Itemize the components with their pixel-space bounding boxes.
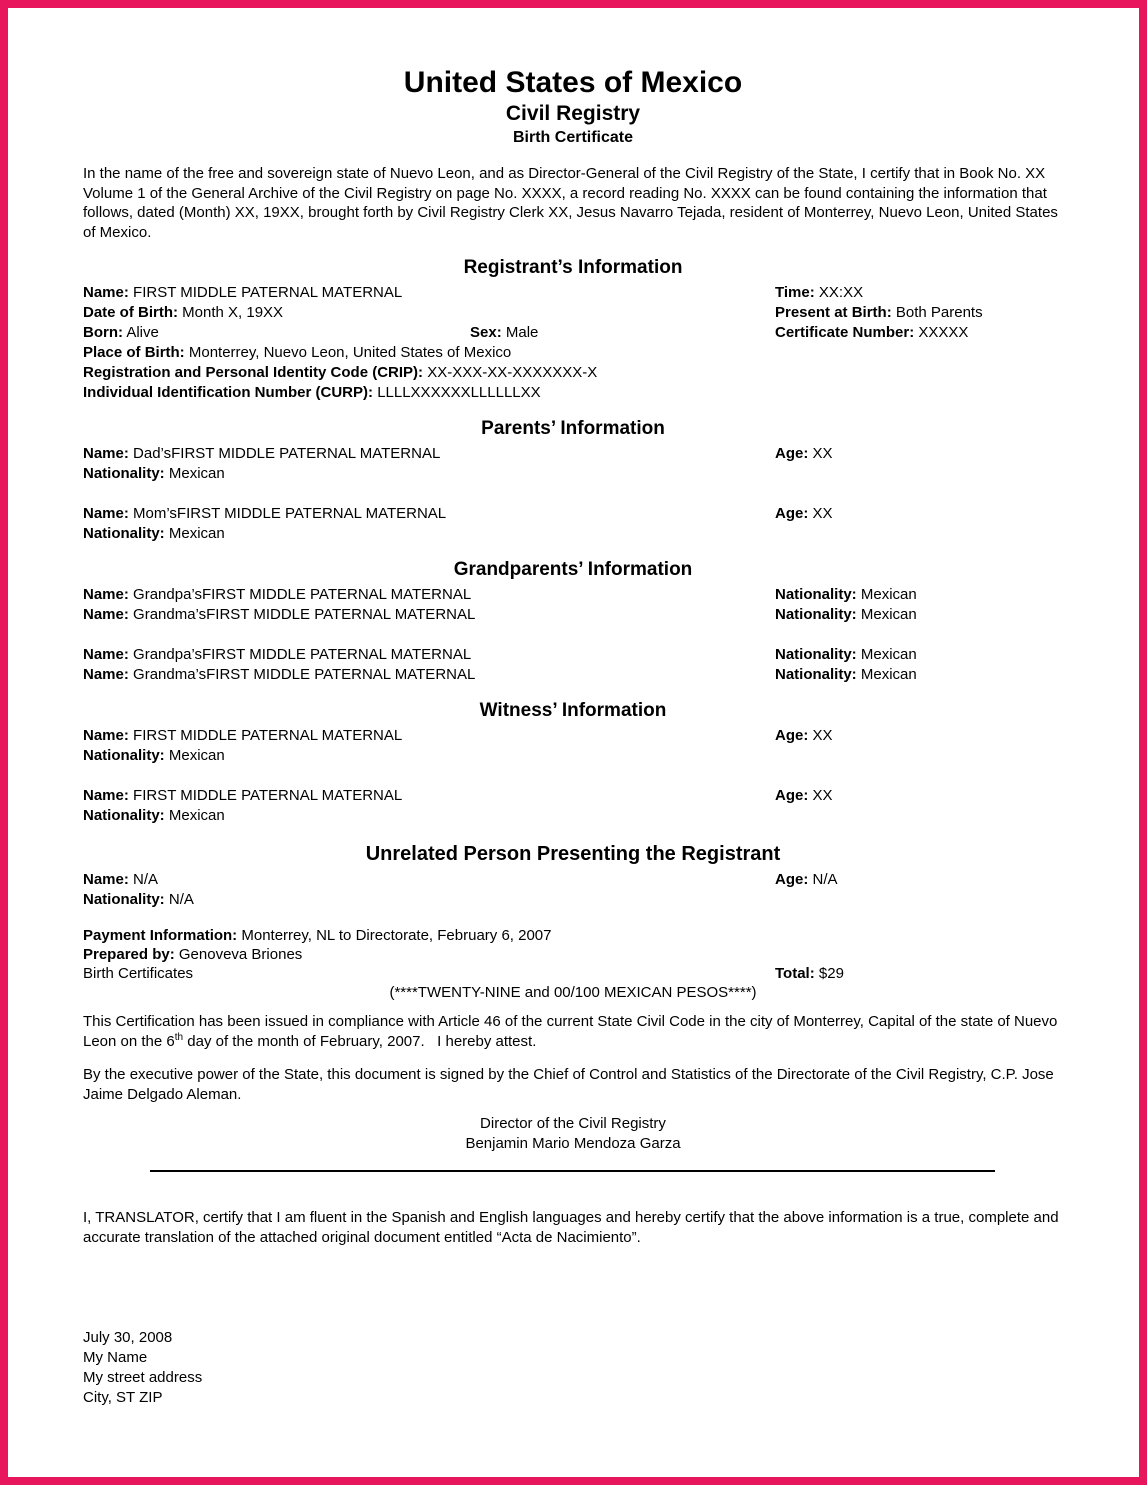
name-label: Name:	[83, 284, 129, 301]
registrant-certificate-field	[775, 323, 968, 343]
document-type-heading: Birth Certificate	[512, 129, 634, 146]
grandparent-nationality-field	[775, 645, 917, 665]
registrant-present-value: Both Parents	[895, 304, 983, 321]
age-label: Age:	[775, 505, 809, 522]
witness-name-row	[83, 786, 1063, 806]
father-nationality-row	[83, 464, 1063, 484]
grandparent-nationality-value: Mexican	[860, 586, 917, 603]
name-label: Name:	[83, 646, 129, 663]
registrant-time-value: XX:XX	[818, 284, 864, 301]
footer-city-state-zip: City, ST ZIP	[83, 1389, 163, 1406]
payment-info-value: Monterrey, NL to Directorate, February 6, 2007	[241, 927, 552, 944]
grandparent-row	[83, 605, 1063, 625]
director-title: Director of the Civil Registry	[480, 1115, 666, 1132]
registrant-name-value: FIRST MIDDLE PATERNAL MATERNAL	[133, 284, 403, 301]
registrant-dob-row	[83, 303, 1063, 323]
witness-name-value: FIRST MIDDLE PATERNAL MATERNAL	[133, 727, 403, 744]
registrant-crip-value: XX-XXX-XX-XXXXXXX-X	[427, 364, 598, 381]
prepared-by-value: Genoveva Briones	[178, 946, 303, 963]
total-label: Total:	[775, 965, 815, 982]
witness-name-row	[83, 726, 1063, 746]
grandparent-nationality-field	[775, 665, 917, 685]
footer-address: My street address	[83, 1369, 203, 1386]
registrant-curp-row	[83, 383, 1063, 403]
present-at-birth-label: Present at Birth:	[775, 304, 892, 321]
payment-total-field	[775, 964, 844, 983]
document-title: United States of Mexico	[403, 66, 743, 99]
grandparent-row	[83, 665, 1063, 685]
compliance-text-before: This Certification has been issued in compliance with Article 46 of the current State Civil Code in the city of Monterrey, Capital of the state of Nuevo Leon on the 6	[83, 1013, 1062, 1050]
ordinal-superscript: th	[174, 1031, 184, 1043]
registrant-born-row	[83, 323, 1063, 343]
grandparent-name-value: Grandpa’sFIRST MIDDLE PATERNAL MATERNAL	[133, 646, 472, 663]
witness-age-value: XX	[812, 787, 833, 804]
registrant-crip-row	[83, 363, 1063, 383]
signature-line	[150, 1170, 995, 1172]
mother-name-value: Mom’sFIRST MIDDLE PATERNAL MATERNAL	[133, 505, 447, 522]
certificate-number-label: Certificate Number:	[775, 324, 915, 341]
parents-section	[83, 444, 1063, 544]
place-of-birth-label: Place of Birth:	[83, 344, 185, 361]
unrelated-nationality-value: N/A	[168, 891, 194, 908]
sex-label: Sex:	[470, 324, 502, 341]
grandparent-row	[83, 585, 1063, 605]
grandparent-nationality-value: Mexican	[860, 646, 917, 663]
compliance-text-after: day of the month of February, 2007. I hereby attest.	[183, 1032, 537, 1050]
registrant-born-value: Alive	[126, 324, 159, 341]
born-label: Born:	[83, 324, 123, 341]
footer-date: July 30, 2008	[83, 1329, 173, 1346]
grandparent-row	[83, 645, 1063, 665]
registrant-section	[83, 283, 1063, 403]
mother-age-field	[775, 504, 833, 524]
prepared-by-row	[83, 945, 1063, 964]
unrelated-name-row	[83, 870, 1063, 890]
name-label: Name:	[83, 586, 129, 603]
name-label: Name:	[83, 871, 129, 888]
grandparent-nationality-field	[775, 605, 917, 625]
spacer	[83, 484, 1063, 504]
payment-information-label: Payment Information:	[83, 927, 238, 944]
father-name-value: Dad’sFIRST MIDDLE PATERNAL MATERNAL	[133, 445, 441, 462]
witness-age-field	[775, 726, 833, 746]
curp-label: Individual Identification Number (CURP):	[83, 384, 374, 401]
footer-block	[83, 1328, 1063, 1408]
nationality-label: Nationality:	[775, 666, 857, 683]
witness-age-value: XX	[812, 727, 833, 744]
footer-name: My Name	[83, 1349, 148, 1366]
witness-nationality-row	[83, 806, 1063, 826]
nationality-label: Nationality:	[775, 586, 857, 603]
name-label: Name:	[83, 787, 129, 804]
executive-paragraph: By the executive power of the State, this document is signed by the Chief of Control and Statistics of the Directorate of the Civil Registry, C.P. Jose Jaime Delgado Aleman.	[83, 1066, 1054, 1103]
document-content	[8, 8, 1139, 1408]
prepared-by-label: Prepared by:	[83, 946, 175, 963]
registrant-pob-row	[83, 343, 1063, 363]
registrant-sex-value: Male	[505, 324, 539, 341]
registrant-dob-value: Month X, 19XX	[182, 304, 284, 321]
nationality-label: Nationality:	[83, 807, 165, 824]
mother-nationality-value: Mexican	[168, 525, 225, 542]
grandparent-nationality-field	[775, 585, 917, 605]
intro-paragraph: In the name of the free and sovereign state of Nuevo Leon, and as Director-General of the Civil Registry of the State, I certify that in Book No. XX Volume 1 of the General Archive of the Civil Registry on page No. XXXX, a record reading No. XXXX can be found containing the information that follows, dated (Month) XX, 19XX, brought forth by Civil Registry Clerk XX, Jesus Navarro Tejada, resident of Monterrey, Nuevo Leon, United States of Mexico.	[83, 165, 1058, 241]
father-nationality-value: Mexican	[168, 465, 225, 482]
parents-section-heading: Parents’ Information	[481, 418, 665, 439]
witness-age-field	[775, 786, 833, 806]
payment-total-value: $29	[818, 965, 844, 982]
witness-section	[83, 726, 1063, 826]
nationality-label: Nationality:	[775, 606, 857, 623]
mother-nationality-row	[83, 524, 1063, 544]
registrant-curp-value: LLLLXXXXXXLLLLLLXX	[377, 384, 541, 401]
witness-nationality-row	[83, 746, 1063, 766]
registrant-name-row	[83, 283, 1063, 303]
age-label: Age:	[775, 727, 809, 744]
witness-name-value: FIRST MIDDLE PATERNAL MATERNAL	[133, 787, 403, 804]
nationality-label: Nationality:	[83, 525, 165, 542]
nationality-label: Nationality:	[775, 646, 857, 663]
date-of-birth-label: Date of Birth:	[83, 304, 178, 321]
grandparent-name-value: Grandma’sFIRST MIDDLE PATERNAL MATERNAL	[133, 606, 476, 623]
payment-item-value: Birth Certificates	[83, 965, 194, 982]
witness-section-heading: Witness’ Information	[479, 700, 667, 721]
unrelated-age-field	[775, 870, 838, 890]
nationality-label: Nationality:	[83, 465, 165, 482]
payment-section	[83, 926, 1063, 1002]
witness-nationality-value: Mexican	[168, 747, 225, 764]
witness-nationality-value: Mexican	[168, 807, 225, 824]
nationality-label: Nationality:	[83, 891, 165, 908]
registrant-certificate-value: XXXXX	[918, 324, 969, 341]
payment-info-row	[83, 926, 1063, 945]
registrant-present-field	[775, 303, 983, 323]
director-name: Benjamin Mario Mendoza Garza	[465, 1135, 681, 1152]
father-age-field	[775, 444, 833, 464]
grandparents-section	[83, 585, 1063, 685]
age-label: Age:	[775, 787, 809, 804]
nationality-label: Nationality:	[83, 747, 165, 764]
age-label: Age:	[775, 445, 809, 462]
unrelated-nationality-row	[83, 890, 1063, 910]
mother-age-value: XX	[812, 505, 833, 522]
crip-label: Registration and Personal Identity Code (CRIP):	[83, 364, 424, 381]
translator-statement: I, TRANSLATOR, certify that I am fluent in the Spanish and English languages and hereby certify that the above information is a true, complete and accurate translation of the attached original document entitled “Acta de Nacimiento”.	[83, 1209, 1059, 1246]
name-label: Name:	[83, 727, 129, 744]
grandparents-section-heading: Grandparents’ Information	[453, 559, 693, 580]
registrant-section-heading: Registrant’s Information	[463, 257, 683, 278]
unrelated-age-value: N/A	[812, 871, 838, 888]
payment-item-row	[83, 964, 1063, 983]
grandparent-nationality-value: Mexican	[860, 606, 917, 623]
name-label: Name:	[83, 505, 129, 522]
director-block	[83, 1114, 1063, 1154]
father-name-row	[83, 444, 1063, 464]
registrant-sex-field	[470, 323, 538, 343]
grandparent-name-value: Grandpa’sFIRST MIDDLE PATERNAL MATERNAL	[133, 586, 472, 603]
unrelated-section	[83, 870, 1063, 910]
spacer	[83, 766, 1063, 786]
name-label: Name:	[83, 445, 129, 462]
unrelated-name-value: N/A	[133, 871, 159, 888]
registrant-time-field	[775, 283, 863, 303]
name-label: Name:	[83, 666, 129, 683]
time-label: Time:	[775, 284, 815, 301]
father-age-value: XX	[812, 445, 833, 462]
document-subtitle: Civil Registry	[505, 102, 641, 125]
name-label: Name:	[83, 606, 129, 623]
grandparent-name-value: Grandma’sFIRST MIDDLE PATERNAL MATERNAL	[133, 666, 476, 683]
compliance-paragraph	[83, 1012, 1063, 1051]
unrelated-section-heading: Unrelated Person Presenting the Registrant	[365, 843, 781, 865]
amount-in-words: (****TWENTY-NINE and 00/100 MEXICAN PESOS****)	[389, 984, 757, 1001]
spacer	[83, 625, 1063, 645]
age-label: Age:	[775, 871, 809, 888]
grandparent-nationality-value: Mexican	[860, 666, 917, 683]
registrant-pob-value: Monterrey, Nuevo Leon, United States of Mexico	[188, 344, 512, 361]
mother-name-row	[83, 504, 1063, 524]
